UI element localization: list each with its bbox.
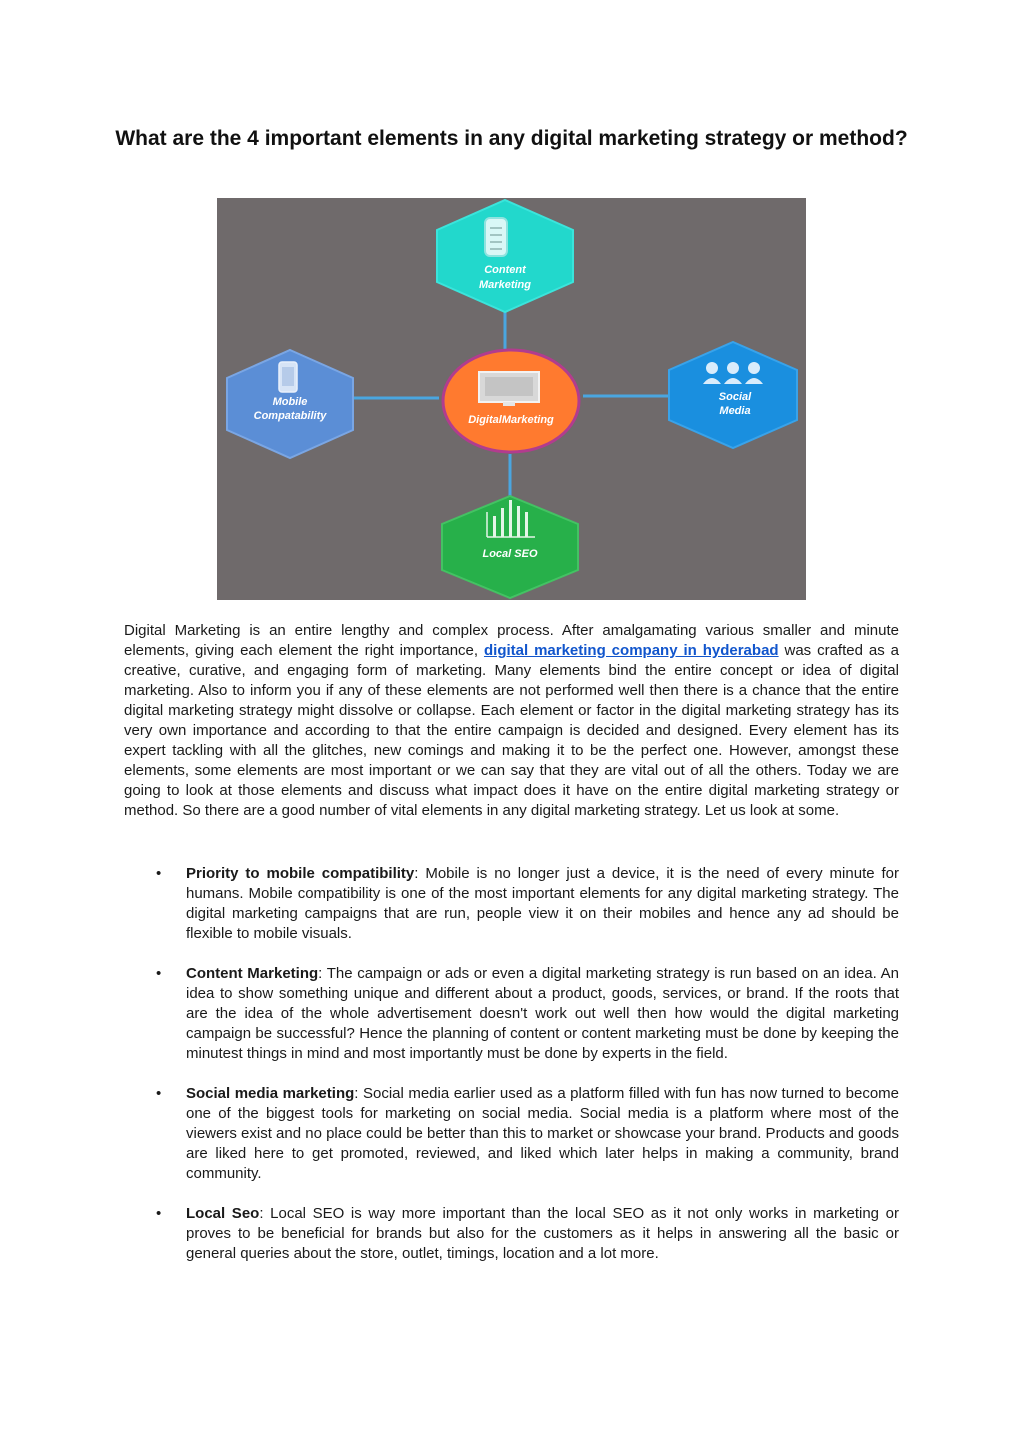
list-item-text: : Local SEO is way more important than the local SEO as it not only works in marketing or proves to be beneficial for brands but also for the customers as it helps in answering all the basic or general queries about the store, outlet, timings, location and a lot more.: [186, 1205, 899, 1262]
mobile-compatability-label-2: Compatability: [253, 410, 327, 422]
local-seo-node: [442, 496, 578, 598]
content-marketing-label-1: Content: [484, 264, 526, 276]
list-item-text: : The campaign or ads or even a digital marketing strategy is run based on an idea. An idea to show something unique and different about a product, goods, services, or brand. If the roots that are the idea of the whole advertisement doesn't work out well then how would the digital marketing campaign be successful? Hence the planning of content or content marketing must be done by keeping the minutest things in mind and most importantly must be done by experts in the field.: [186, 965, 899, 1062]
list-item: [124, 1204, 899, 1264]
center-label: DigitalMarketing: [468, 414, 554, 426]
diagram-svg: [217, 198, 806, 600]
monitor-icon: [479, 372, 539, 406]
intro-text-before-link: Digital Marketing is an entire lengthy and complex process. After amalgamating various smaller and minute elements, giving each element the right importance,: [124, 622, 899, 659]
list-item-text: : Mobile is no longer just a device, it is the need of every minute for humans. Mobile compatibility is one of the most important elements for any digital marketing strategy. The digital marketing campaigns that are run, people view it on their mobiles and hence any ad should be flexible to mobile visuals.: [186, 865, 899, 942]
social-media-node: [669, 342, 797, 448]
list-item-term: Social media marketing: [186, 1085, 355, 1102]
digital-marketing-diagram: [217, 198, 806, 600]
people-icon: [703, 362, 763, 384]
list-item-term: Priority to mobile compatibility: [186, 865, 415, 882]
mobile-compatability-node: [227, 350, 353, 458]
content-marketing-label-2: Marketing: [479, 279, 531, 291]
bullet-icon: •: [156, 1205, 162, 1222]
digital-marketing-center: [443, 350, 579, 452]
list-item: [124, 1084, 899, 1184]
local-seo-label: Local SEO: [482, 548, 538, 560]
smartphone-icon: [279, 362, 297, 392]
page-title: What are the 4 important elements in any digital marketing strategy or method?: [115, 127, 908, 150]
bullet-icon: •: [156, 1085, 162, 1102]
bullet-icon: •: [156, 965, 162, 982]
elements-list: [124, 864, 899, 1284]
company-link[interactable]: digital marketing company in hyderabad: [483, 642, 779, 659]
social-media-label-1: Social: [718, 391, 752, 403]
list-item-term: Content Marketing: [186, 965, 319, 982]
list-item-term: Local Seo: [186, 1205, 260, 1222]
list-item-text: : Social media earlier used as a platform filled with fun has now turned to become one of the biggest tools for marketing on social media. Social media is a platform where most of the viewers exist and no place could be better than this to market or showcase your brand. Products and goods are liked here to get promoted, reviewed, and liked which later helps in making a community, brand community.: [186, 1085, 899, 1182]
list-item: [124, 864, 899, 944]
list-item: [124, 964, 899, 1064]
mobile-compatability-label-1: Mobile: [272, 396, 308, 408]
bullet-icon: •: [156, 865, 162, 882]
social-media-label-2: Media: [719, 405, 751, 417]
content-marketing-node: [437, 200, 573, 312]
document-icon: [485, 218, 507, 256]
intro-paragraph: [124, 621, 899, 821]
intro-text-after-link: was crafted as a creative, curative, and engaging form of marketing. Many elements bind the entire concept or idea of digital marketing. Also to inform you if any of these elements are not performed well then there is a chance that the entire digital marketing strategy might dissolve or collapse. Each element or factor in the digital marketing strategy has its very own importance and according to that the entire campaign is decided and designed. Every element has its expert tackling with all the glitches, new comings and making it to be the perfect one. However, amongst these elements, some elements are most important or we can say that they are vital out of all the others. Today we are going to look at those elements and discuss what impact does it have on the entire digital marketing strategy or method. So there are a good number of vital elements in any digital marketing strategy. Let us look at some.: [124, 642, 899, 819]
